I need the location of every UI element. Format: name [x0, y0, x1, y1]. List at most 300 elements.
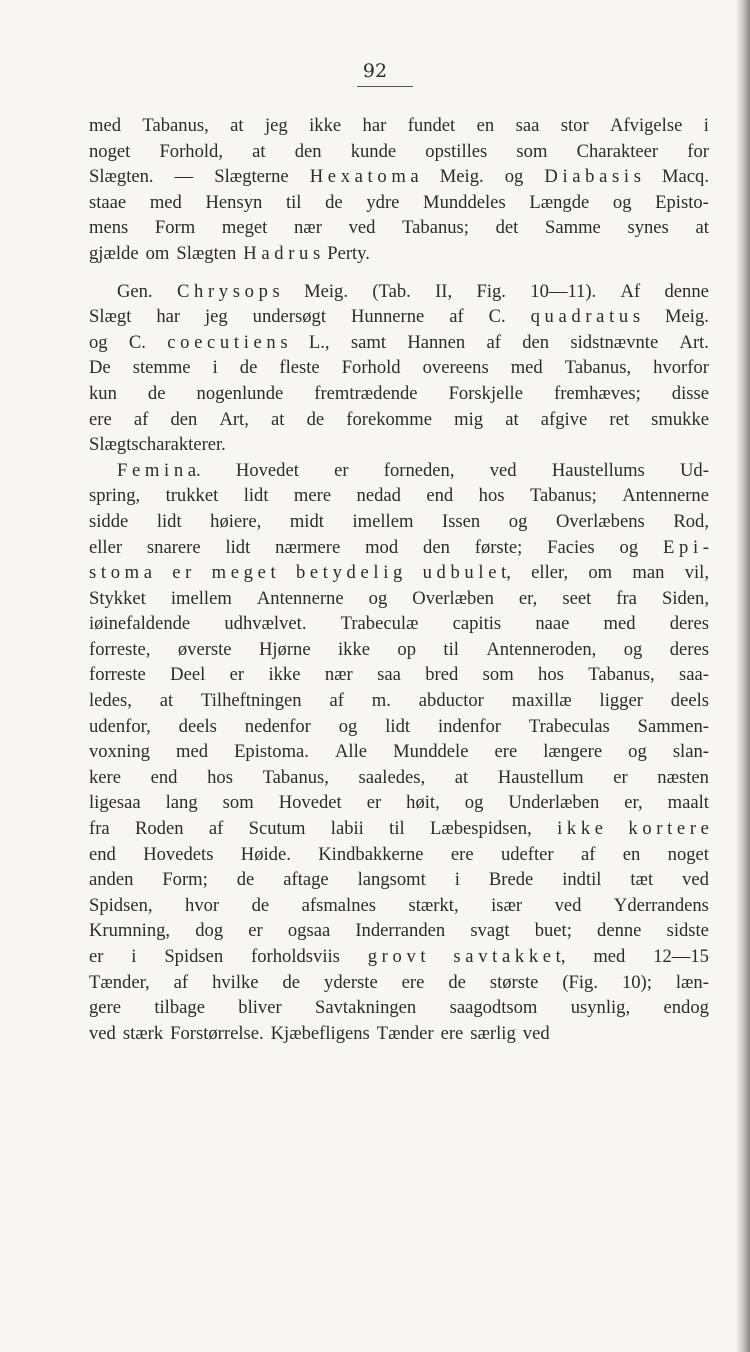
word: ydre	[366, 191, 400, 213]
text-line	[89, 918, 709, 944]
word: meget	[221, 217, 268, 239]
word: Facies	[547, 536, 595, 558]
word: II,	[435, 280, 453, 302]
word: D i a b a s i s	[544, 166, 641, 188]
word: er	[613, 766, 628, 788]
word: Antenneroden,	[486, 638, 597, 660]
word: af	[329, 690, 344, 712]
word: som	[222, 792, 254, 814]
word: end	[426, 485, 454, 507]
word: ved	[89, 1022, 116, 1044]
word: fremhæves;	[554, 382, 641, 404]
word: indtil	[562, 869, 602, 891]
word: som	[482, 664, 514, 686]
word: ved	[522, 1022, 550, 1044]
word: ere	[450, 843, 474, 865]
word: at	[271, 408, 285, 430]
word: Tabanus,	[142, 115, 209, 136]
word: er	[248, 920, 263, 942]
word: (Fig.	[562, 971, 598, 993]
word: opstilles	[425, 140, 488, 162]
word: Forstørrelse.	[170, 1022, 264, 1044]
word: en	[476, 115, 495, 136]
word: jeg	[205, 306, 228, 328]
word: indenfor	[437, 715, 501, 737]
word: i	[131, 946, 137, 967]
word: stærk	[122, 1022, 164, 1044]
text-line	[89, 330, 709, 356]
word: snarere	[146, 536, 201, 558]
word: kere	[89, 766, 121, 788]
word: og	[338, 715, 358, 737]
word: for	[687, 140, 709, 162]
word: om	[588, 562, 613, 584]
word: Inderranden	[355, 920, 446, 942]
word: Scutum	[248, 818, 306, 840]
word: høiere,	[210, 510, 262, 532]
word: Stykket	[89, 587, 146, 609]
word: Perty.	[327, 242, 370, 264]
word: C.	[488, 306, 506, 328]
word: trukket	[165, 485, 219, 507]
word: Kjæbefligens	[270, 1022, 370, 1044]
word: de	[236, 869, 255, 891]
word: Tabanus,	[262, 766, 329, 788]
word: er	[89, 946, 104, 967]
word: næsten	[657, 766, 709, 788]
word: midt	[289, 510, 324, 532]
word: 10—11).	[530, 280, 597, 302]
word: Kindbakkerne	[318, 843, 424, 865]
word: fra	[89, 818, 110, 840]
word: gjælde	[89, 242, 139, 264]
text-line	[89, 586, 709, 612]
word: Forhold	[341, 357, 401, 379]
word: læn-	[675, 971, 709, 993]
word: Afvigelse	[610, 115, 683, 136]
word: man	[632, 562, 665, 584]
word: at	[695, 217, 709, 239]
word: ere	[494, 741, 518, 763]
word: bliver	[238, 997, 282, 1019]
text-line	[89, 509, 709, 535]
text-line	[89, 407, 709, 433]
word: Hovedet	[235, 459, 299, 481]
word: og	[623, 638, 643, 660]
word: s a v t a k k e t,	[453, 946, 566, 967]
word: Slægterne	[214, 166, 289, 188]
word: til	[285, 191, 302, 213]
word: Af	[620, 280, 641, 302]
word: Tænder	[376, 1022, 434, 1044]
word: saaledes,	[358, 766, 426, 788]
word: udhvælvet.	[224, 613, 307, 635]
word: g r o v t	[367, 946, 426, 967]
word: med	[176, 741, 209, 763]
word: Meig.	[439, 166, 484, 188]
word: forreste,	[89, 638, 151, 660]
word: Trabeculas	[528, 715, 610, 737]
word: forreste	[89, 664, 146, 686]
word: til	[389, 818, 405, 840]
word: afsmalnes	[301, 894, 377, 916]
word: til	[443, 638, 459, 660]
text-line	[89, 432, 709, 458]
word: H e x a t o m a	[309, 166, 419, 188]
word: Siden,	[661, 587, 709, 609]
text-line	[89, 113, 709, 139]
word: nogenlunde	[196, 382, 284, 404]
word: q u a d r a t u s	[530, 306, 641, 328]
text-line	[89, 662, 709, 688]
word: synes	[627, 217, 669, 239]
word: Tabanus;	[402, 217, 469, 239]
page-number: 92	[362, 60, 388, 82]
word: den	[170, 408, 198, 430]
word: og	[464, 792, 484, 814]
text-line	[89, 241, 709, 267]
word: Alle	[335, 741, 368, 763]
word: noget	[667, 843, 709, 865]
word: mod	[365, 536, 399, 558]
word: deres	[669, 613, 709, 635]
word: nedenfor	[244, 715, 311, 737]
word: ikke	[268, 664, 301, 686]
word: afgive	[540, 408, 588, 430]
text-line	[89, 164, 709, 190]
text-line	[89, 714, 709, 740]
word: Forskjelle	[448, 382, 523, 404]
word: maxillæ	[511, 690, 572, 712]
word: de	[251, 894, 270, 916]
word: Roden	[134, 818, 184, 840]
text-line	[89, 190, 709, 216]
word: imellem	[352, 510, 414, 532]
word: Macq.	[662, 166, 709, 188]
word: og	[628, 741, 647, 763]
word: F e m i n a.	[117, 459, 201, 481]
word: ogsaa	[287, 920, 331, 942]
word: C h r y s o p s	[176, 280, 280, 302]
text-line	[89, 944, 709, 970]
word: voxning	[89, 741, 150, 763]
word: Slægt	[89, 306, 132, 328]
word: denne	[597, 920, 642, 942]
word: med	[593, 946, 626, 967]
text-line	[89, 1021, 709, 1047]
word: k o r t e r e	[628, 818, 709, 840]
word: Spidsen	[164, 946, 224, 967]
word: m e g e t	[211, 562, 276, 584]
word: af	[208, 818, 224, 840]
word: nær	[324, 664, 353, 686]
word: mig	[454, 408, 484, 430]
word: de	[306, 408, 325, 430]
word: at	[252, 140, 266, 162]
word: sidde	[89, 510, 129, 532]
word: ret	[609, 408, 630, 430]
word: noget	[89, 140, 131, 162]
word: s t o m a	[89, 562, 153, 584]
word: lidt	[243, 485, 269, 507]
text-line	[89, 483, 709, 509]
word: af	[580, 843, 596, 865]
word: m.	[371, 690, 391, 712]
word: Art.	[679, 331, 709, 353]
word: samt	[350, 331, 386, 353]
word: ikke	[309, 115, 342, 136]
word: hvilke	[212, 971, 259, 993]
word: Slægtscharakterer.	[89, 434, 226, 456]
text-line	[89, 816, 709, 842]
word: af	[133, 408, 149, 430]
word: Deel	[170, 664, 206, 686]
word: iøinefaldende	[89, 613, 191, 635]
word: C.	[128, 331, 146, 353]
word: Rod,	[673, 510, 709, 532]
word: Gen.	[117, 280, 153, 302]
word: De	[89, 357, 111, 379]
word: endog	[663, 997, 709, 1019]
word: Længde	[529, 191, 590, 213]
word: de	[448, 971, 466, 993]
word: tilbage	[154, 997, 205, 1019]
text-line	[89, 867, 709, 893]
word: Trabeculæ	[340, 613, 419, 635]
word: den	[423, 536, 450, 558]
word: bred	[425, 664, 459, 686]
word: Sammen-	[637, 715, 709, 737]
word: lidt	[385, 715, 411, 737]
word: undersøgt	[252, 306, 326, 328]
word: Forhold,	[159, 140, 223, 162]
paragraph	[89, 279, 709, 458]
word: de	[282, 971, 301, 993]
word: de	[325, 191, 343, 213]
word: b e t y d e l i g	[295, 562, 403, 584]
word: E p i -	[663, 536, 709, 558]
word: fleste	[279, 357, 320, 379]
word: stemme	[132, 357, 191, 379]
word: 10);	[621, 971, 652, 993]
word: at	[230, 115, 244, 136]
word: ere	[89, 408, 112, 430]
word: ligger	[599, 690, 643, 712]
word: hvorfor	[653, 357, 709, 379]
word: lang	[165, 792, 198, 814]
word: Meig.	[304, 280, 348, 302]
word: abductor	[418, 690, 484, 712]
word: spring,	[89, 485, 141, 507]
word: L.,	[308, 331, 330, 353]
word: Yderrandens	[613, 894, 709, 916]
text-line	[89, 790, 709, 816]
word: Meig.	[665, 306, 709, 328]
word: Tilheftningen	[201, 690, 302, 712]
word: e r	[172, 562, 192, 584]
word: Spidsen,	[89, 894, 153, 916]
word: hos	[207, 766, 233, 788]
word: ved	[348, 217, 376, 239]
text-line	[89, 995, 709, 1021]
word: nærmere	[275, 536, 341, 558]
word: det	[495, 217, 519, 239]
word: Hunnerne	[350, 306, 425, 328]
word: Tabanus;	[529, 485, 597, 507]
word: Høide.	[240, 843, 291, 865]
word: og	[89, 331, 108, 353]
word: imellem	[170, 587, 232, 609]
word: ved	[489, 459, 517, 481]
word: Savtakningen	[315, 997, 417, 1019]
word: capitis	[452, 613, 502, 635]
word: u d b u l e t,	[422, 562, 511, 584]
body-text	[89, 113, 709, 1046]
paragraph	[89, 458, 709, 1047]
text-line	[89, 304, 709, 330]
word: med	[510, 357, 543, 379]
word: Antennerne	[622, 485, 709, 507]
word: første;	[474, 536, 523, 558]
word: Tabanus,	[564, 357, 632, 379]
word: mere	[293, 485, 332, 507]
word: Munddele	[393, 741, 469, 763]
word: hos	[478, 485, 505, 507]
word: Overlæbens	[555, 510, 645, 532]
word: buet;	[534, 920, 572, 942]
word: mens	[89, 217, 129, 239]
word: end	[150, 766, 178, 788]
word: de	[239, 357, 258, 379]
word: lidt	[225, 536, 251, 558]
word: Slægten	[176, 242, 237, 264]
page-edge-shadow	[736, 0, 750, 1352]
word: Munddeles	[423, 191, 506, 213]
word: deels	[178, 715, 217, 737]
word: fra	[616, 587, 637, 609]
word: kun	[89, 382, 117, 404]
text-line	[89, 279, 709, 305]
word: den	[294, 140, 322, 162]
word: de	[147, 382, 166, 404]
word: udefter	[500, 843, 554, 865]
word: af	[449, 306, 464, 328]
text-line	[89, 535, 709, 561]
text-line	[89, 765, 709, 791]
word: end	[89, 843, 116, 865]
word: nær	[294, 217, 322, 239]
word: op	[397, 638, 417, 660]
word: i	[703, 115, 709, 136]
word: største	[489, 971, 539, 993]
word: anden	[89, 869, 134, 891]
word: Form	[154, 217, 196, 239]
paragraph-gap	[89, 267, 709, 279]
word: Hovedets	[143, 843, 214, 865]
word: ved	[682, 869, 709, 891]
word: høit,	[406, 792, 440, 814]
word: stærkt,	[408, 894, 459, 916]
word: lidt	[156, 510, 182, 532]
word: Art,	[219, 408, 249, 430]
word: særlig	[470, 1022, 516, 1044]
word: ikke	[338, 638, 371, 660]
word: tæt	[630, 869, 654, 891]
text-line	[89, 970, 709, 996]
word: labii	[330, 818, 364, 840]
word: i k k e	[557, 818, 604, 840]
word: og	[504, 166, 524, 188]
word: Form;	[162, 869, 208, 891]
word: ledes,	[89, 690, 132, 712]
word: stor	[560, 115, 589, 136]
word: seet	[562, 587, 592, 609]
text-line	[89, 688, 709, 714]
text-line	[89, 381, 709, 407]
word: langsomt	[357, 869, 426, 891]
word: i	[454, 869, 460, 891]
word: forneden,	[383, 459, 455, 481]
word: at	[159, 690, 174, 712]
word: disse	[671, 382, 709, 404]
word: øverste	[177, 638, 232, 660]
word: er	[229, 664, 245, 686]
word: Læbespidsen,	[430, 818, 532, 840]
word: Haustellums	[551, 459, 645, 481]
word: Hjørne	[258, 638, 311, 660]
word: og	[508, 510, 528, 532]
word: Episto-	[655, 191, 709, 213]
text-line	[89, 637, 709, 663]
word: dog	[195, 920, 224, 942]
word: saa-	[678, 664, 709, 686]
word: at	[454, 766, 469, 788]
word: aftage	[283, 869, 329, 891]
word: eller	[89, 536, 123, 558]
word: Tabanus,	[588, 664, 655, 686]
word: hvor	[185, 894, 220, 916]
page-number-rule	[357, 86, 413, 87]
word: hos	[538, 664, 564, 686]
word: udenfor,	[89, 715, 151, 737]
word: sidstnævnte	[570, 331, 659, 353]
word: har	[156, 306, 181, 328]
word: er	[334, 459, 349, 481]
word: jeg	[265, 115, 288, 136]
word: en	[622, 843, 641, 865]
word: svagt	[470, 920, 510, 942]
word: H a d r u s	[243, 242, 321, 264]
word: i	[212, 357, 218, 379]
word: fundet	[407, 115, 456, 136]
word: eller,	[531, 562, 569, 584]
word: c o e c u t i e n s	[167, 331, 288, 353]
word: saagodtsom	[449, 997, 538, 1019]
word: længere	[543, 741, 603, 763]
word: med	[89, 115, 122, 136]
word: deels	[670, 690, 709, 712]
word: denne	[664, 280, 709, 302]
word: smukke	[651, 408, 709, 430]
word: overeens	[422, 357, 489, 379]
word: og	[368, 587, 388, 609]
word: Overlæben	[412, 587, 494, 609]
word: Haustellum	[497, 766, 584, 788]
word: Krumning,	[89, 920, 171, 942]
word: af	[486, 331, 501, 353]
word: deres	[669, 638, 709, 660]
word: om	[145, 242, 170, 264]
